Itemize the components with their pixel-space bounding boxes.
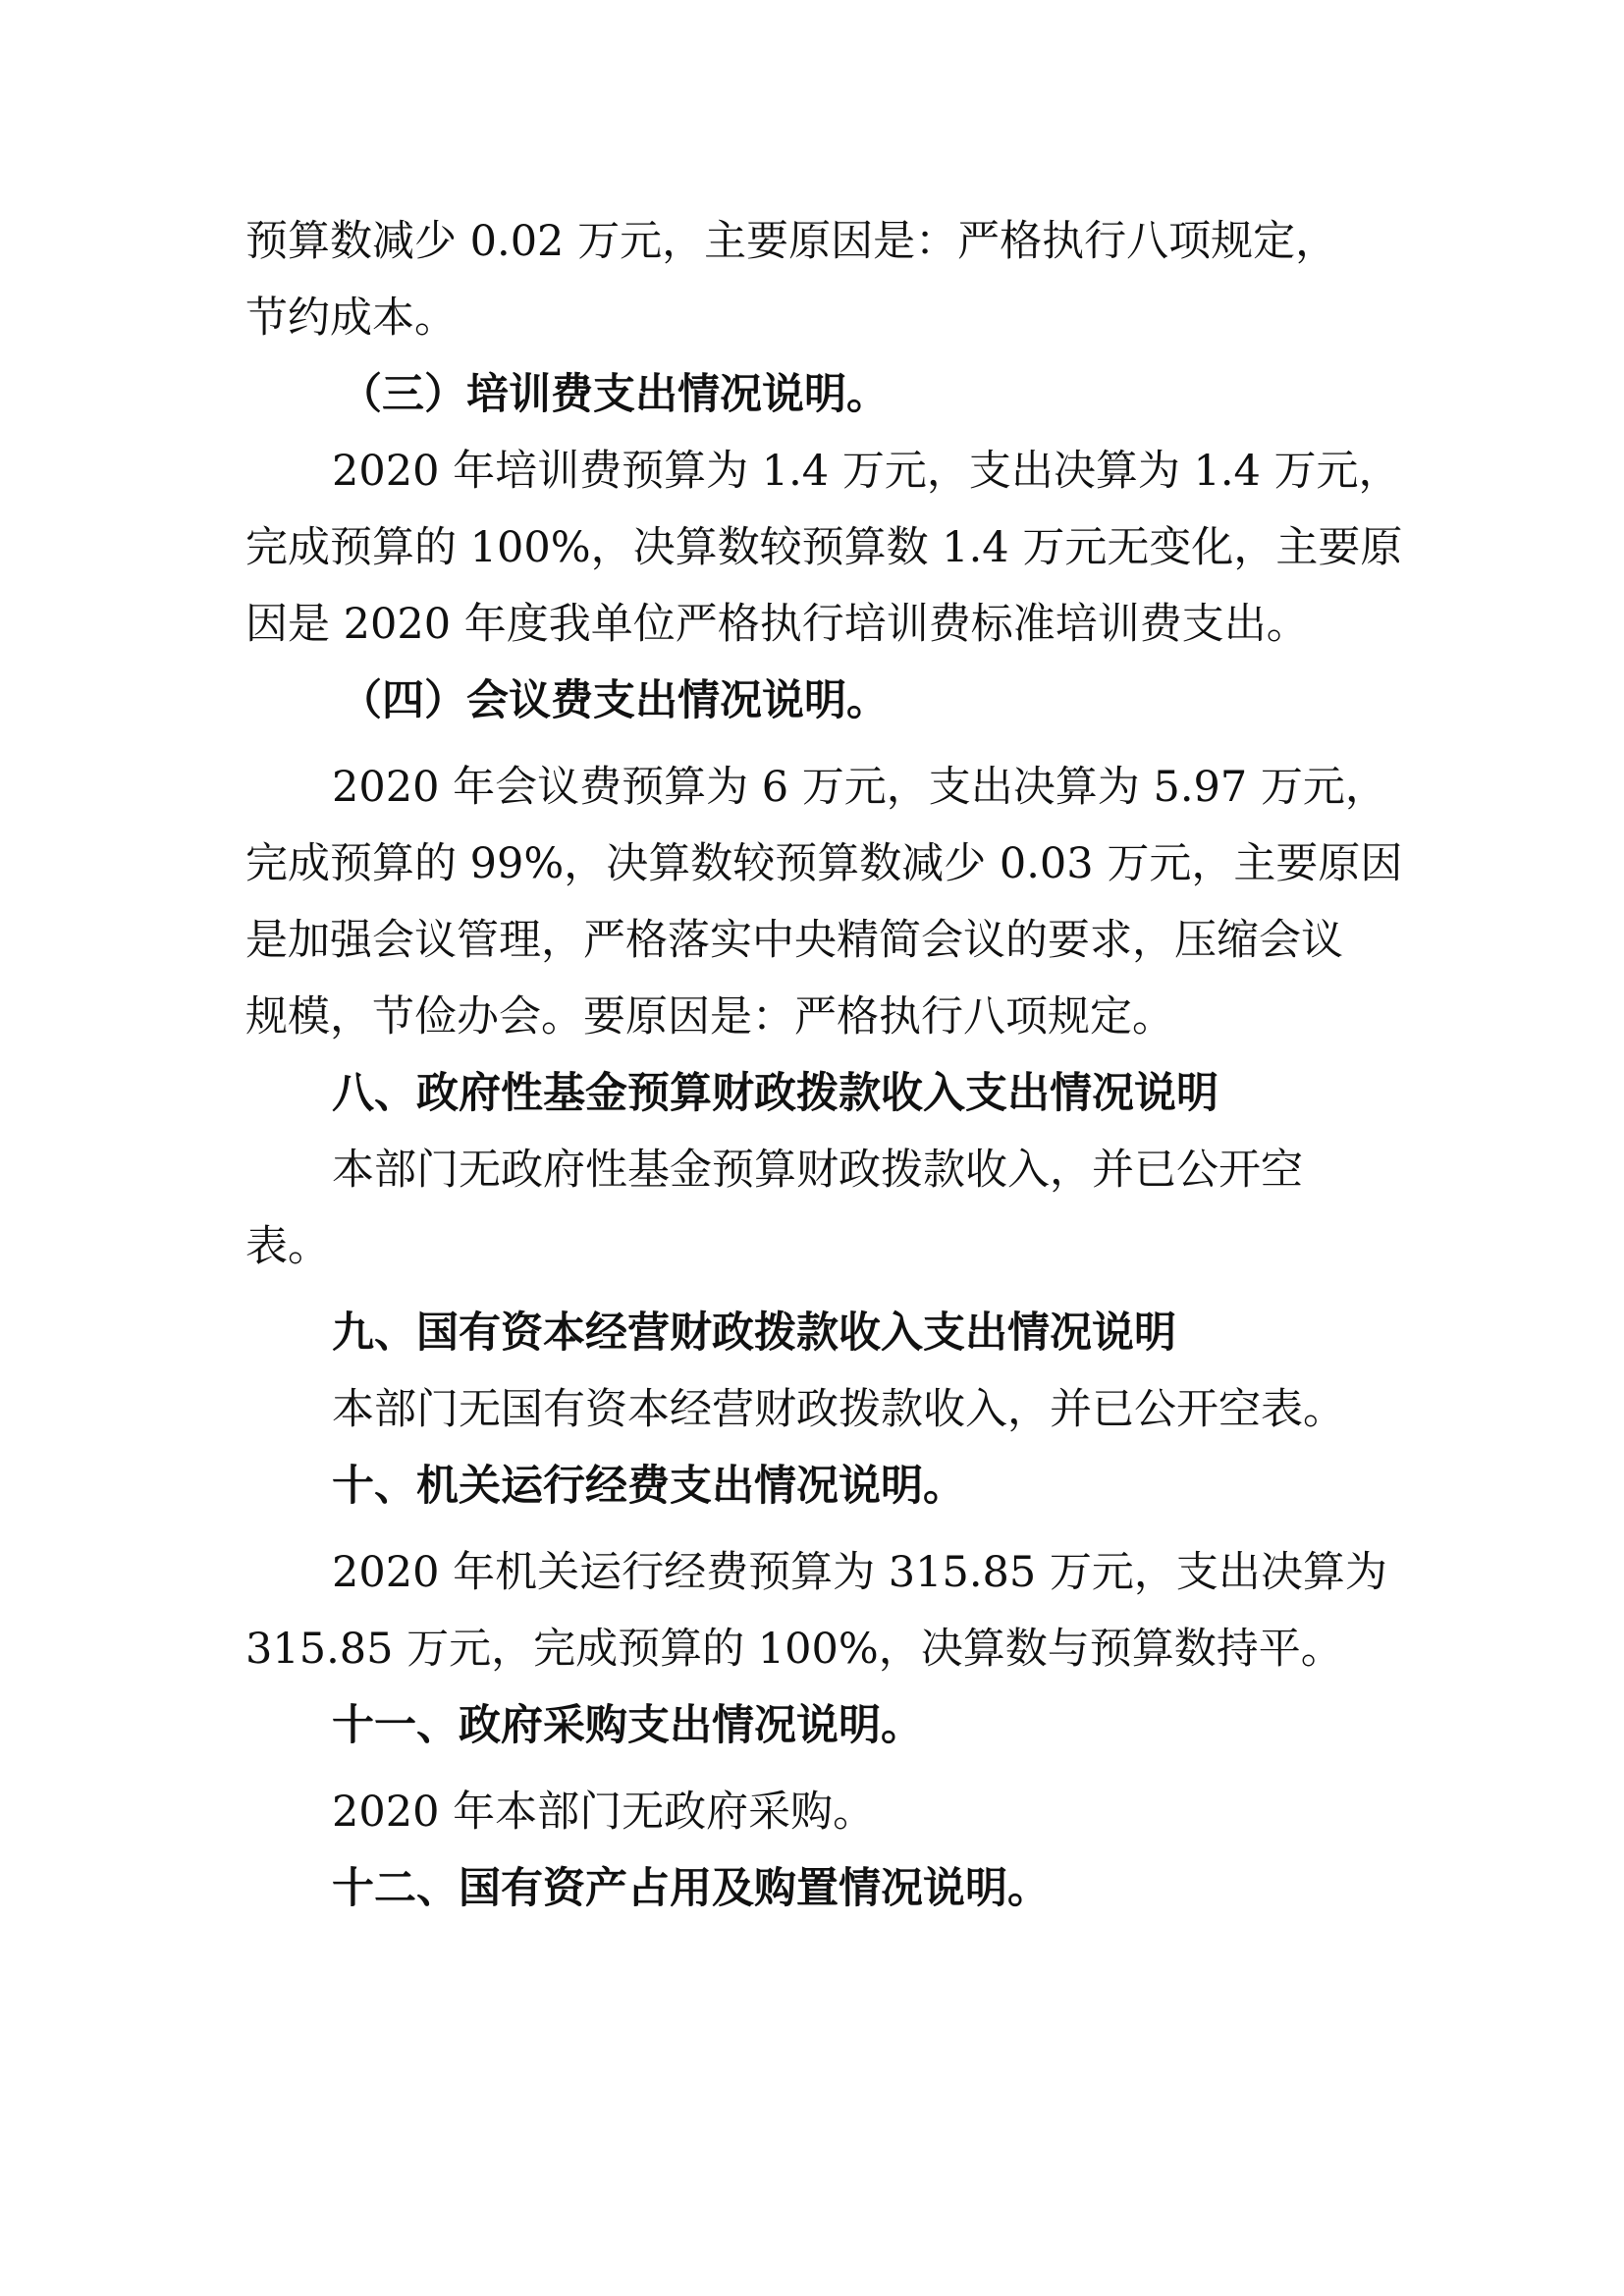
section-heading: 九、国有资本经营财政拨款收入支出情况说明 <box>332 1308 1176 1358</box>
paragraph-line: 本部门无政府性基金预算财政拨款收入，并已公开空 <box>332 1146 1303 1195</box>
paragraph-line: 2020 年本部门无政府采购。 <box>332 1788 876 1837</box>
section-heading: 十一、政府采购支出情况说明。 <box>332 1701 923 1750</box>
paragraph-line: 2020 年机关运行经费预算为 315.85 万元，支出决算为 <box>332 1548 1387 1597</box>
paragraph-line: 预算数减少 0.02 万元，主要原因是：严格执行八项规定， <box>245 217 1338 266</box>
paragraph-line: 2020 年会议费预算为 6 万元，支出决算为 5.97 万元， <box>332 763 1387 812</box>
paragraph-line: 315.85 万元，完成预算的 100%，决算数与预算数持平。 <box>245 1625 1343 1674</box>
paragraph-line: 节约成本。 <box>245 294 457 343</box>
paragraph-line: 是加强会议管理，严格落实中央精简会议的要求，压缩会议 <box>245 916 1343 965</box>
section-heading: 十二、国有资产占用及购置情况说明。 <box>332 1864 1050 1913</box>
section-subheading: （四）会议费支出情况说明。 <box>340 676 889 725</box>
section-subheading: （三）培训费支出情况说明。 <box>340 370 889 419</box>
paragraph-line: 2020 年培训费预算为 1.4 万元，支出决算为 1.4 万元， <box>332 447 1401 496</box>
paragraph-line: 完成预算的 99%，决算数较预算数减少 0.03 万元，主要原因 <box>245 839 1403 888</box>
section-heading: 十、机关运行经费支出情况说明。 <box>332 1462 965 1511</box>
paragraph-line: 本部门无国有资本经营财政拨款收入，并已公开空表。 <box>332 1385 1345 1434</box>
paragraph-line: 完成预算的 100%，决算数较预算数 1.4 万元无变化，主要原 <box>245 523 1403 572</box>
paragraph-line: 规模，节俭办会。要原因是：严格执行八项规定。 <box>245 992 1174 1041</box>
paragraph-line: 因是 2020 年度我单位严格执行培训费标准培训费支出。 <box>245 600 1309 649</box>
section-heading: 八、政府性基金预算财政拨款收入支出情况说明 <box>332 1069 1218 1118</box>
paragraph-line: 表。 <box>245 1222 330 1271</box>
